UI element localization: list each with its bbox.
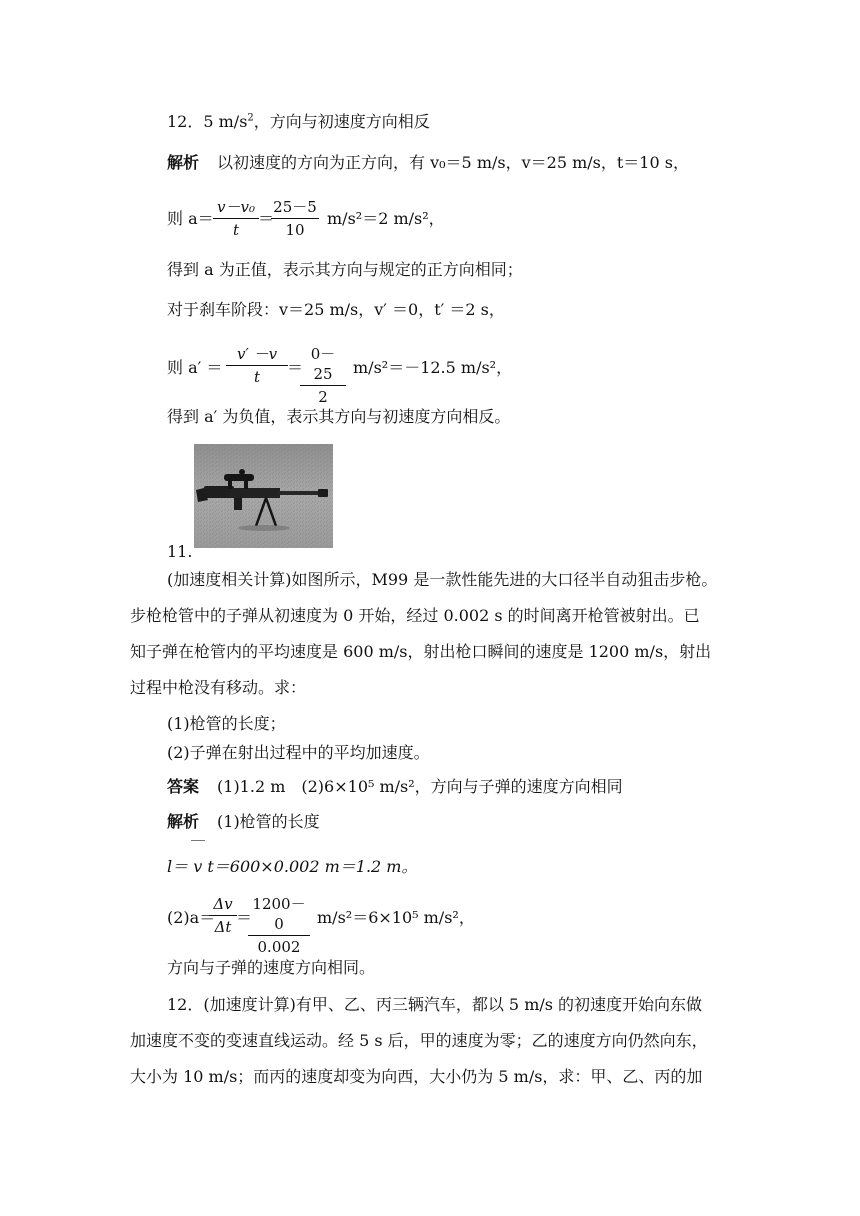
q11-line-3: 知子弹在枪管内的平均速度是 600 m/s，射出枪口瞬间的速度是 1200 m/s，射出	[130, 642, 712, 661]
q12-line-3: 大小为 10 m/s；而丙的速度却变为向西，大小仍为 5 m/s，求：甲、乙、丙的加	[130, 1067, 703, 1086]
fraction-bar	[226, 365, 288, 366]
question-11-number: 11.	[167, 542, 193, 561]
calc-4-fraction-b	[248, 894, 310, 957]
calc-2-eq: ＝	[287, 358, 304, 377]
answer-12-line	[167, 110, 430, 134]
calc-4-fraction-a	[209, 894, 237, 937]
fraction-bar	[209, 915, 237, 916]
fraction-bar	[271, 218, 319, 219]
answer-12-prefix: 12．5 m/s	[167, 112, 248, 131]
calc-2-frac-b-num: 0－25	[310, 345, 336, 383]
calc-2-tail: m/s²＝－12.5 m/s²，	[353, 358, 513, 377]
answer-11-text: (1)1.2 m (2)6×10⁵ m/s²，方向与子弹的速度方向相同	[217, 777, 623, 796]
calc-2-fraction-b	[300, 344, 346, 407]
analysis-1-text: 以初速度的方向为正方向，有 v₀＝5 m/s，v＝25 m/s，t＝10 s，	[217, 153, 689, 172]
calc-1-frac-b-den: 10	[285, 221, 305, 239]
calc-4-frac-a-num: Δv	[213, 895, 233, 913]
conclusion-1: 得到 a 为正值，表示其方向与规定的正方向相同；	[167, 260, 523, 279]
fraction-bar	[300, 385, 346, 386]
q11-sub-2: (2)子弹在射出过程中的平均加速度。	[167, 743, 430, 762]
q11-line-4: 过程中枪没有移动。求：	[130, 678, 307, 697]
conclusion-2: 得到 a′ 为负值，表示其方向与初速度方向相反。	[167, 407, 511, 426]
calc-2-lead: 则 a′ ＝	[167, 358, 223, 377]
analysis-label: 解析	[167, 812, 200, 831]
q11-line-1: (加速度相关计算)如图所示，M99 是一款性能先进的大口径半自动狙击步枪。	[167, 570, 718, 589]
q11-line-2: 步枪枪管中的子弹从初速度为 0 开始，经过 0.002 s 的时间离开枪管被射出。已	[130, 606, 700, 625]
q12-line-1: 12．(加速度计算)有甲、乙、丙三辆汽车，都以 5 m/s 的初速度开始向东做	[167, 995, 703, 1014]
analysis-1-line	[167, 151, 689, 175]
answer-12-sup: 2	[247, 112, 254, 124]
analysis-11-line	[167, 810, 320, 834]
calc-1-frac-a-num: v－v₀	[217, 198, 255, 216]
calc-1-lead: 则 a＝	[167, 209, 214, 228]
brake-stage-line: 对于刹车阶段：v＝25 m/s，v′ ＝0，t′ ＝2 s，	[167, 300, 505, 319]
fraction-bar	[213, 218, 259, 219]
calc-1-frac-b-num: 25－5	[273, 198, 317, 216]
calc-1-eq: ＝	[258, 209, 275, 228]
answer-label: 答案	[167, 777, 200, 796]
q11-sub-1: (1)枪管的长度；	[167, 714, 286, 733]
sniper-rifle-photo	[194, 444, 333, 548]
calc-2-fraction-a	[226, 344, 288, 387]
analysis-11-text: (1)枪管的长度	[217, 812, 320, 831]
calc-4-frac-b-num: 1200－0	[252, 895, 306, 933]
calc-4-lead: (2)a＝	[167, 908, 216, 927]
analysis-label: 解析	[167, 153, 200, 172]
calc-2-frac-a-den: t	[253, 368, 261, 386]
conclusion-11: 方向与子弹的速度方向相同。	[167, 958, 376, 977]
calc-2-frac-b-den: 2	[318, 388, 328, 406]
calc-2-frac-a-num: v′ －v	[236, 345, 278, 363]
calc-4-eq: ＝	[236, 908, 253, 927]
calc-3-line: l＝ v t＝600×0.002 m＝1.2 m。	[167, 857, 418, 876]
calc-4-tail: m/s²＝6×10⁵ m/s²，	[317, 908, 475, 927]
answer-12-suffix: ，方向与初速度方向相反	[253, 112, 430, 131]
calc-1-tail: m/s²＝2 m/s²，	[327, 209, 445, 228]
calc-1-fraction-b	[271, 197, 319, 240]
average-velocity-bar	[191, 840, 205, 841]
calc-1-fraction-a	[213, 197, 259, 240]
q12-line-2: 加速度不变的变速直线运动。经 5 s 后，甲的速度为零；乙的速度方向仍然向东，	[130, 1031, 708, 1050]
fraction-bar	[248, 935, 310, 936]
answer-11-line	[167, 775, 623, 799]
calc-4-frac-a-den: Δt	[214, 918, 232, 936]
calc-1-frac-a-den: t	[232, 221, 240, 239]
calc-4-frac-b-den: 0.002	[257, 938, 301, 956]
